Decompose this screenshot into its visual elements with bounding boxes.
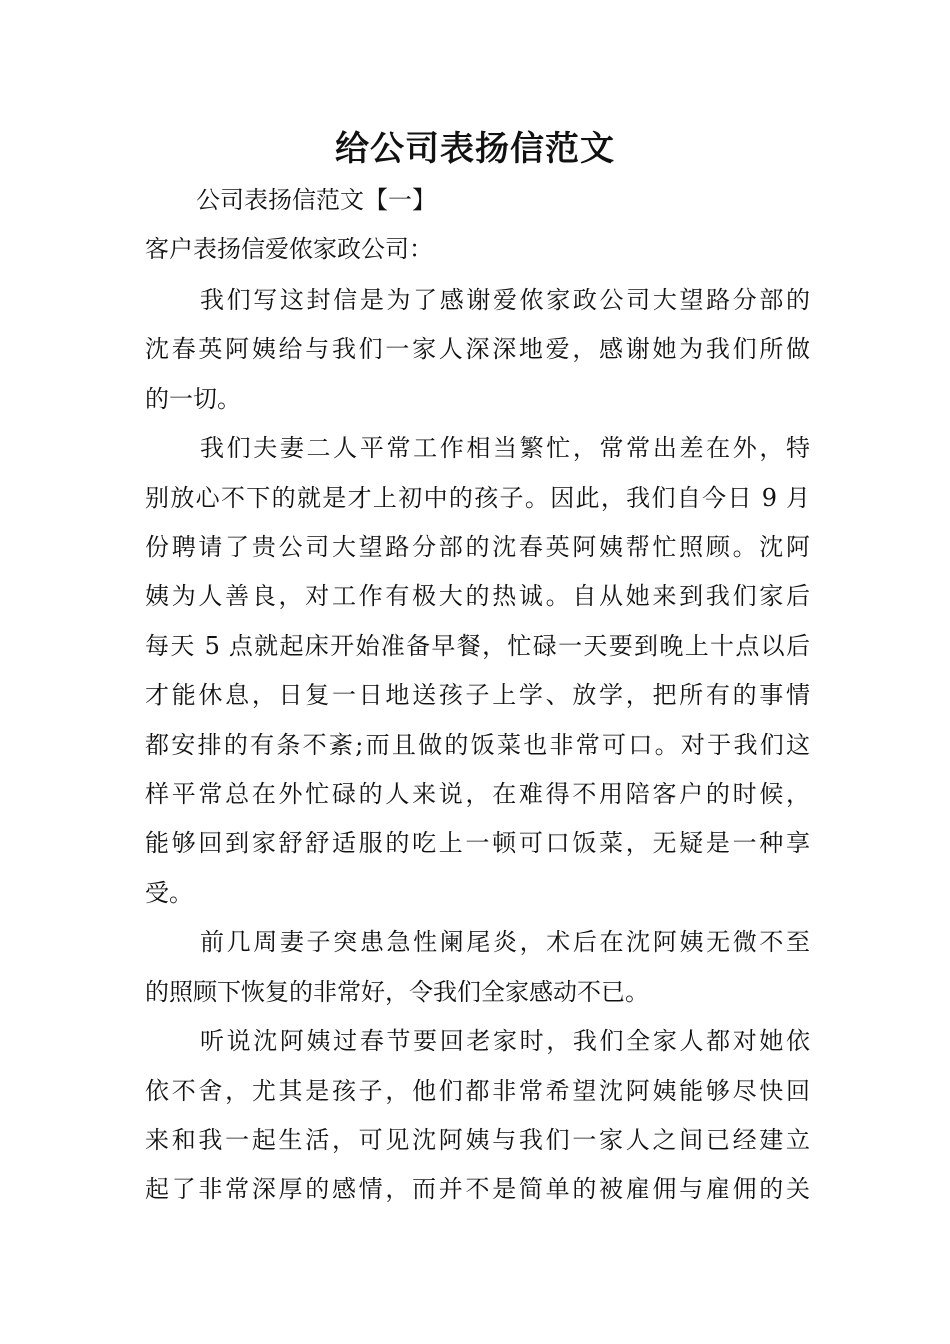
text-line: 才能休息，日复一日地送孩子上学、放学，把所有的事情	[145, 681, 810, 710]
text-line: 沈春英阿姨给与我们一家人深深地爱，感谢她为我们所做	[145, 335, 810, 364]
text-line: 的照顾下恢复的非常好，令我们全家感动不已。	[145, 977, 649, 1006]
text-line: 依不舍，尤其是孩子，他们都非常希望沈阿姨能够尽快回	[145, 1076, 810, 1105]
document-title: 给公司表扬信范文	[335, 129, 615, 169]
letter-body	[145, 276, 810, 1215]
text-line: 都安排的有条不紊;而且做的饭菜也非常可口。对于我们这	[145, 730, 810, 759]
text-line: 样平常总在外忙碌的人来说，在难得不用陪客户的时候，	[145, 780, 810, 809]
text-line: 能够回到家舒舒适服的吃上一顿可口饭菜，无疑是一种享	[145, 829, 810, 858]
paragraph	[145, 276, 810, 424]
text-line: 前几周妻子突患急性阑尾炎，术后在沈阿姨无微不至	[200, 928, 810, 957]
letter-salutation: 客户表扬信爱侬家政公司：	[145, 235, 433, 263]
section-heading: 公司表扬信范文【一】	[196, 186, 436, 214]
text-line: 听说沈阿姨过春节要回老家时，我们全家人都对她依	[200, 1027, 810, 1056]
text-line: 份聘请了贵公司大望路分部的沈春英阿姨帮忙照顾。沈阿	[145, 533, 810, 562]
text-line: 起了非常深厚的感情，而并不是简单的被雇佣与雇佣的关	[145, 1175, 810, 1204]
text-line: 受。	[145, 878, 193, 907]
paragraph	[145, 1017, 810, 1215]
paragraph	[145, 424, 810, 918]
text-line: 的一切。	[145, 384, 241, 413]
text-line: 姨为人善良，对工作有极大的热诚。自从她来到我们家后	[145, 582, 810, 611]
text-line: 每天 5 点就起床开始准备早餐，忙碌一天要到晚上十点以后	[145, 631, 810, 660]
text-line: 我们写这封信是为了感谢爱侬家政公司大望路分部的	[200, 286, 810, 314]
paragraph	[145, 918, 810, 1017]
text-line: 别放心不下的就是才上初中的孩子。因此，我们自今日 9 月	[145, 483, 810, 512]
text-line: 我们夫妻二人平常工作相当繁忙，常常出差在外，特	[200, 434, 810, 463]
text-line: 来和我一起生活，可见沈阿姨与我们一家人之间已经建立	[145, 1125, 810, 1154]
